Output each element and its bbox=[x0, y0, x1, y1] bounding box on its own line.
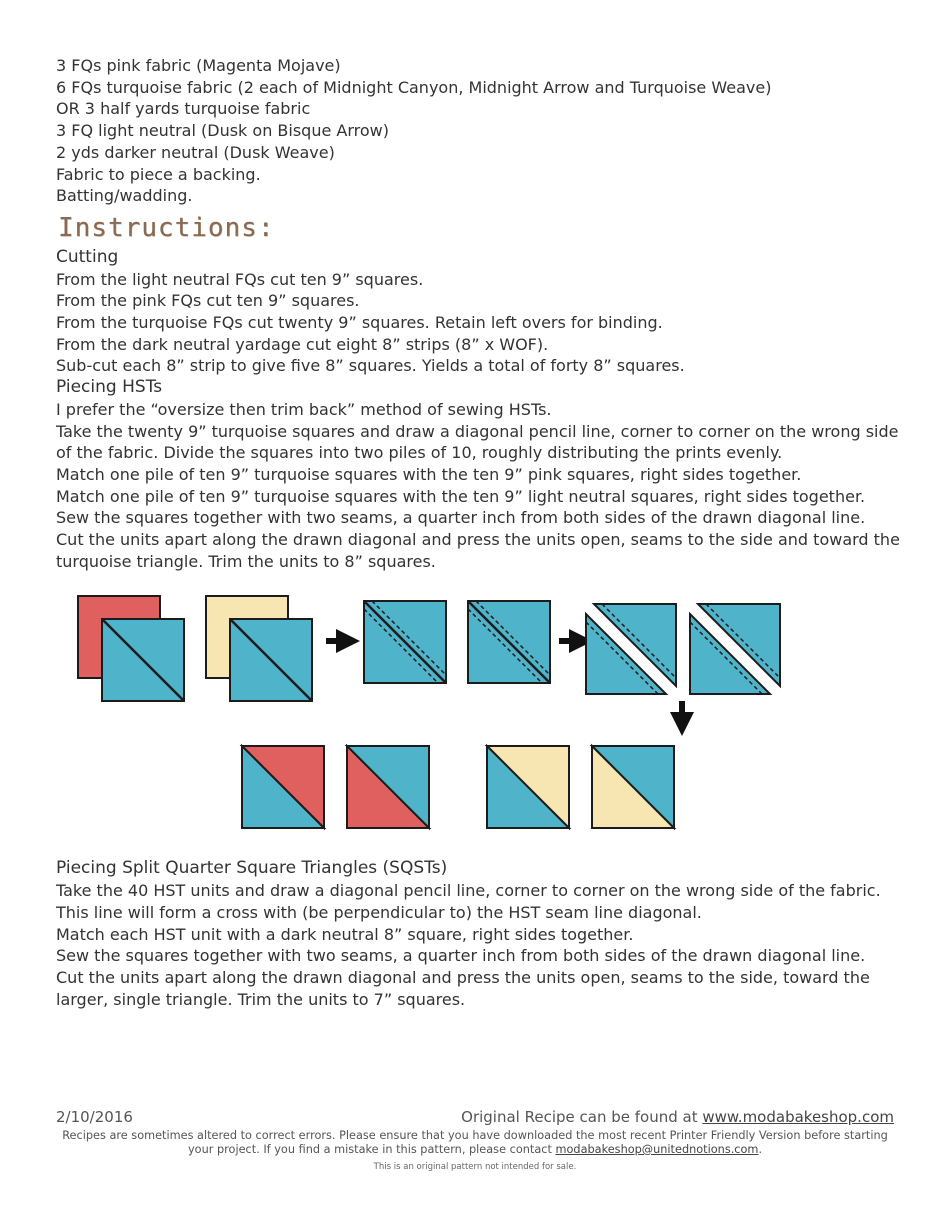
instruction-line: Cut the units apart along the drawn diagonal and press the units open, seams to the side and toward the turquoise triangle. Trim the units to 8” squares. bbox=[56, 530, 900, 571]
material-item: 2 yds darker neutral (Dusk Weave) bbox=[56, 142, 335, 162]
material-item: Batting/wadding. bbox=[56, 186, 193, 206]
footer bbox=[56, 1108, 894, 1126]
material-item: 3 FQs pink fabric (Magenta Mojave) bbox=[56, 56, 341, 75]
instruction-line: Sew the squares together with two seams, a quarter inch from both sides of the drawn diagonal line. bbox=[56, 508, 866, 528]
footer-date: 2/10/2016 bbox=[56, 1108, 133, 1126]
material-item: 3 FQ light neutral (Dusk on Bisque Arrow) bbox=[56, 121, 389, 141]
sqst-section bbox=[56, 858, 906, 1010]
material-item: Fabric to piece a backing. bbox=[56, 164, 261, 184]
footer-note: Recipes are sometimes altered to correct errors. Please ensure that you have downloaded the most recent Printer Friendly Version before starting your project. If you find a mistake in this pattern, please contact modabakeshop@unitednotions.com. bbox=[62, 1129, 888, 1156]
fine-print: This is an original pattern not intended for sale. bbox=[373, 1162, 577, 1172]
hst-section bbox=[56, 377, 906, 572]
footer-recipe-prefix: Original Recipe can be found at bbox=[461, 1108, 698, 1126]
instruction-line: From the dark neutral yardage cut eight 8” strips (8” x WOF). bbox=[56, 334, 549, 354]
recipe-link[interactable]: www.modabakeshop.com bbox=[702, 1108, 894, 1126]
instruction-line: From the turquoise FQs cut twenty 9” squares. Retain left overs for binding. bbox=[56, 313, 663, 333]
instruction-line: Match each HST unit with a dark neutral 8” square, right sides together. bbox=[56, 924, 634, 944]
contact-email-link[interactable]: modabakeshop@unitednotions.com bbox=[555, 1143, 759, 1156]
instruction-line: From the light neutral FQs cut ten 9” squares. bbox=[56, 269, 424, 289]
instruction-line: I prefer the “oversize then trim back” method of sewing HSTs. bbox=[56, 399, 552, 419]
instruction-line: Take the 40 HST units and draw a diagonal pencil line, corner to corner on the wrong side of the fabric. This line will form a cross with (be perpendicular to) the HST seam line diagonal. bbox=[56, 881, 881, 922]
instruction-line: From the pink FQs cut ten 9” squares. bbox=[56, 291, 360, 311]
instruction-line: Sub-cut each 8” strip to give five 8” squares. Yields a total of forty 8” squares. bbox=[56, 356, 685, 376]
materials-list bbox=[56, 55, 906, 207]
footer-recipe bbox=[461, 1108, 894, 1126]
section-title: Cutting bbox=[56, 246, 119, 267]
hst-diagram bbox=[56, 586, 906, 850]
instruction-line: Cut the units apart along the drawn diagonal and press the units open, seams to the side, toward the larger, single triangle. Trim the units to 7” squares. bbox=[56, 967, 870, 1009]
material-item: 6 FQs turquoise fabric (2 each of Midnight Canyon, Midnight Arrow and Turquoise Weave) bbox=[56, 77, 772, 97]
cutting-section bbox=[56, 247, 906, 377]
instruction-line: Take the twenty 9” turquoise squares and draw a diagonal pencil line, corner to corner on the wrong side of the fabric. Divide the squares into two piles of 10, roughly distributing the prints evenly. bbox=[56, 421, 899, 463]
hst-steps-illustration bbox=[56, 586, 896, 846]
instruction-line: Match one pile of ten 9” turquoise squares with the ten 9” pink squares, right sides together. bbox=[56, 464, 802, 484]
material-item: OR 3 half yards turquoise fabric bbox=[56, 99, 311, 119]
recipe-page bbox=[56, 55, 906, 1010]
footer-note-text: Recipes are sometimes altered to correct errors. Please ensure that you have downloaded the most recent Printer Friendly Version before starting your project. If you find a mistake in this pattern, please contact bbox=[62, 1129, 888, 1156]
instructions-heading: Instructions: bbox=[58, 212, 275, 243]
instruction-line: Sew the squares together with two seams, a quarter inch from both sides of the drawn diagonal line. bbox=[56, 946, 866, 966]
instruction-line: Match one pile of ten 9” turquoise squares with the ten 9” light neutral squares, right sides together. bbox=[56, 486, 866, 506]
section-title: Piecing HSTs bbox=[56, 377, 163, 398]
section-title: Piecing Split Quarter Square Triangles (SQSTs) bbox=[56, 858, 448, 879]
